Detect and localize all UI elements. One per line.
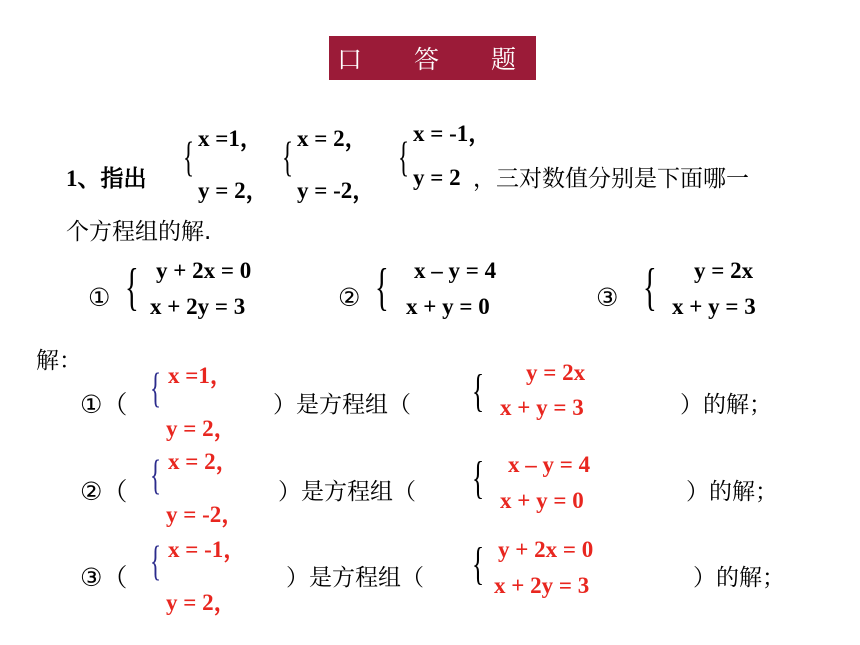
answer-1-x: x =1，	[168, 363, 233, 388]
answer-3-mid: ）是方程组（	[286, 565, 424, 591]
system-2-eq2: x + y = 0	[406, 294, 490, 319]
answer-3-y: y = 2，	[166, 590, 237, 615]
answer-2-eq2: x + y = 0	[500, 488, 584, 513]
system-2-brace: {	[375, 259, 389, 316]
answer-2-x: x = 2，	[168, 449, 239, 474]
answer-label: 解：	[36, 348, 82, 374]
question-tail: ，三对数值分别是下面哪一	[473, 166, 749, 192]
answer-3-eq1: y + 2x = 0	[498, 537, 594, 562]
system-3-marker: ③	[596, 283, 619, 312]
answer-2-y: y = -2，	[166, 502, 245, 527]
brace-pair-3: {	[398, 135, 410, 181]
system-3-brace: {	[643, 259, 657, 316]
system-2-marker: ②	[338, 283, 361, 312]
answer-1-y: y = 2，	[166, 416, 237, 441]
question-line-2: 个方程组的解.	[66, 219, 212, 245]
system-2-eq1: x – y = 4	[414, 258, 497, 283]
answer-2-eq1: x – y = 4	[508, 452, 591, 477]
pair-3-y: y = 2	[413, 165, 461, 190]
pair-1-x: x =1，	[198, 126, 263, 151]
page-title: 口 答 题	[329, 36, 536, 80]
answer-1-mid: ）是方程组（	[273, 392, 411, 418]
brace-pair-1: {	[183, 135, 195, 181]
pair-2-x: x = 2，	[297, 126, 368, 151]
answer-2-end: ）的解；	[686, 479, 778, 505]
answer-3-x: x = -1，	[168, 537, 247, 562]
question-number: 1、指出	[66, 166, 147, 191]
answer-3-system-brace: {	[472, 538, 485, 589]
answer-1-eq2: x + y = 3	[500, 395, 584, 420]
answer-2-marker: ②（	[80, 477, 128, 506]
system-3-eq2: x + y = 3	[672, 294, 756, 319]
answer-2-system-brace: {	[472, 452, 485, 503]
brace-pair-2: {	[282, 135, 294, 181]
pair-1-y: y = 2，	[198, 178, 269, 203]
answer-3-eq2: x + 2y = 3	[494, 573, 590, 598]
system-1-brace: {	[125, 259, 139, 316]
answer-3-marker: ③（	[80, 563, 128, 592]
system-1-marker: ①	[88, 283, 111, 312]
answer-1-marker: ①（	[80, 390, 128, 419]
answer-1-eq1: y = 2x	[526, 360, 586, 385]
pair-3-x: x = -1，	[413, 121, 492, 146]
answer-1-end: ）的解；	[680, 392, 772, 418]
system-1-eq1: y + 2x = 0	[156, 258, 252, 283]
answer-2-brace: {	[150, 453, 162, 499]
pair-2-y: y = -2，	[297, 178, 376, 203]
answer-2-mid: ）是方程组（	[278, 479, 416, 505]
system-3-eq1: y = 2x	[694, 258, 754, 283]
answer-3-brace: {	[150, 539, 162, 585]
answer-3-end: ）的解；	[693, 565, 785, 591]
answer-1-brace: {	[150, 366, 162, 412]
system-1-eq2: x + 2y = 3	[150, 294, 246, 319]
answer-1-system-brace: {	[472, 365, 485, 416]
